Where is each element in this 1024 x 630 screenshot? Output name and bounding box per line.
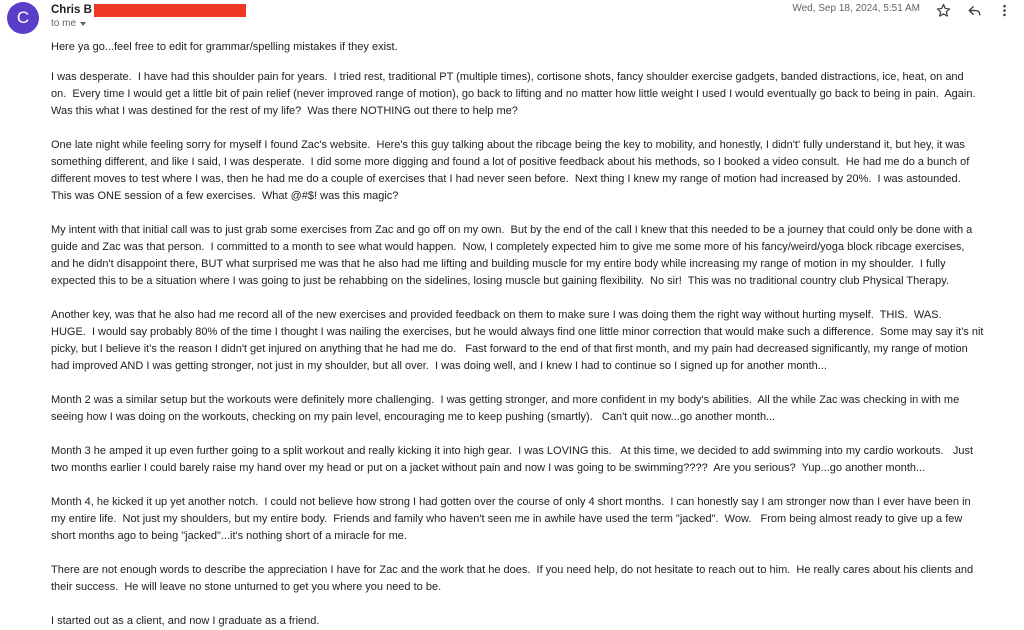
body-paragraph: Month 3 he amped it up even further going to a split workout and really kicking it into high gear. I was LOVING this. At this time, we decided to add swimming into my cardio workouts. Just two months earlier I could barely raise my hand over my head or put on a jacket without pain and now I was going to be swimming???? Are you serious? Yup...go another month... <box>51 445 974 474</box>
star-icon[interactable] <box>933 0 953 20</box>
recipient-line[interactable] <box>51 18 86 29</box>
email-date: Wed, Sep 18, 2024, 5:51 AM <box>792 3 920 14</box>
body-paragraph: Month 2 was a similar setup but the workouts were definitely more challenging. I was getting stronger, and more confident in my body's abilities. All the while Zac was checking in with me seeing how I was doing on the workouts, checking on my pain level, encouraging me to keep pushing (smartly). Can't quit now...go another month... <box>51 394 960 423</box>
email-body <box>51 39 1011 630</box>
body-paragraph: I was desperate. I have had this shoulder pain for years. I tried rest, traditional PT (multiple times), cortisone shots, fancy shoulder exercise gadgets, banded distractions, ice, heat, on and on. Every time I would get a little bit of pain relief (never improved range of motion), go back to lifting and no matter how little weight I used I would eventually go back to being in pain. Again. Was this what I was destined for the rest of my life? Was there NOTHING out there to help me? <box>51 71 976 117</box>
chevron-down-icon[interactable] <box>80 22 86 26</box>
body-paragraph: Another key, was that he also had me record all of the new exercises and provided feedback on them to make sure I was doing them the right way without hurting myself. THIS. WAS. HUGE. I would say probably 80% of the time I thought I was nailing the exercises, but he would always find one little minor correction that would make such a difference. Some may say it's nit picky, but I believe it's the reason I didn't get injured on anything that he had me do. Fast forward to the end of that first month, and my pain had decreased significantly, my range of motion had improved AND I was getting stronger, not just in my shoulder, but all over. I was doing well, and I knew I had to continue so I signed up for another month... <box>51 309 984 372</box>
reply-icon[interactable] <box>964 0 984 20</box>
body-paragraph: There are not enough words to describe the appreciation I have for Zac and the work that he does. If you need help, do not hesitate to reach out to him. He really cares about his clients and their success. He will leave no stone unturned to get you where you need to be. <box>51 564 974 593</box>
redaction-bar <box>94 4 246 17</box>
sender-name[interactable]: Chris B <box>51 4 92 16</box>
body-paragraph: Month 4, he kicked it up yet another notch. I could not believe how strong I had gotten over the course of only 4 short months. I can honestly say I am stronger now than I ever have been in my entire life. Not just my shoulders, but my entire body. Friends and family who haven't seen me in awhile have used the term "jacked". Wow. From being almost ready to give up a few short months ago to being "jacked"...it's nothing short of a miracle for me. <box>51 496 971 542</box>
avatar[interactable]: C <box>7 2 39 34</box>
closing-paragraph: I started out as a client, and now I graduate as a friend. <box>51 615 320 627</box>
body-paragraph: My intent with that initial call was to just grab some exercises from Zac and go off on my own. But by the end of the call I knew that this needed to be a journey that could only be done with a guide and Zac was that person. I committed to a month to see what would happen. Now, I completely expected him to give me some more of his fancy/weird/yoga block ribcage exercises, and he didn't disappoint there, BUT what surprised me was that he also had me lifting and building muscle for my entire body while increasing my range of motion in my shoulder. I fully expected this to be a situation where I was going to just be rehabbing on the sidelines, losing muscle but gaining flexibility. No sir! This was no traditional country club Physical Therapy. <box>51 224 973 287</box>
more-options-icon[interactable] <box>994 0 1014 20</box>
email-header <box>0 0 1024 34</box>
sender-line <box>51 3 246 17</box>
intro-paragraph: Here ya go...feel free to edit for grammar/spelling mistakes if they exist. <box>51 41 398 53</box>
recipient-label: to me <box>51 18 77 29</box>
body-paragraph: One late night while feeling sorry for myself I found Zac's website. Here's this guy talking about the ribcage being the key to mobility, and honestly, I didn't' fully understand it, but hey, it was something different, and like I said, I was desperate. I did some more digging and found a lot of positive feedback about his methods, so I booked a video consult. He had me do a bunch of different moves to test where I was, then he had me do a couple of exercises that I had never seen before. Next thing I knew my range of motion had increased by 20%. I was astounded. This was ONE session of a few exercises. What @#$! was this magic? <box>51 139 970 202</box>
